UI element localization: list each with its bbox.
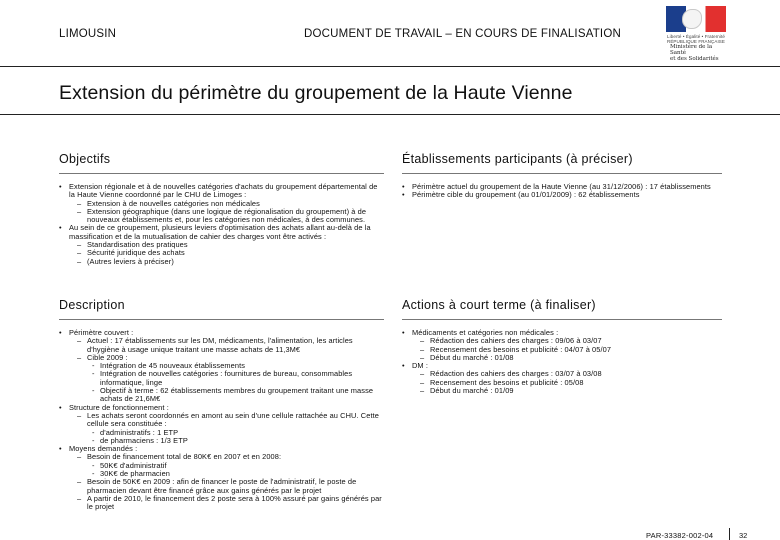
description-list bbox=[59, 320, 384, 512]
list-item: – Standardisation des pratiques bbox=[59, 241, 384, 249]
list-item: - Intégration de 45 nouveaux établissements bbox=[59, 362, 384, 370]
list-item: - 50K€ d'administratif bbox=[59, 462, 384, 470]
ministry-name: Ministère de la Santé et des Solidarités bbox=[670, 44, 719, 62]
list-item: – Extension géographique (dans une logique de régionalisation du groupement) à de nouveaux établissements et, pour les catégories non médicales, à des communes. bbox=[59, 208, 384, 225]
list-item: – Cible 2009 : bbox=[59, 354, 384, 362]
list-item: – Début du marché : 01/08 bbox=[402, 354, 722, 362]
region-label: LIMOUSIN bbox=[59, 28, 117, 40]
list-item: – Rédaction des cahiers des charges : 09/06 à 03/07 bbox=[402, 337, 722, 345]
list-item: - de pharmaciens : 1/3 ETP bbox=[59, 437, 384, 445]
title-divider bbox=[0, 114, 780, 115]
etablissements-list bbox=[402, 174, 722, 200]
list-item: • Moyens demandés : bbox=[59, 445, 384, 453]
page-title: Extension du périmètre du groupement de la Haute Vienne bbox=[59, 82, 573, 104]
document-code: PAR-33382-002-04 bbox=[646, 531, 714, 540]
list-item: – Recensement des besoins et publicité : 04/07 à 05/07 bbox=[402, 346, 722, 354]
etablissements-heading: Établissements participants (à préciser) bbox=[402, 152, 722, 174]
objectifs-list bbox=[59, 174, 384, 266]
list-item: • DM : bbox=[402, 362, 722, 370]
list-item: – A partir de 2010, le financement des 2 poste sera à 100% assuré par gains générés par le projet bbox=[59, 495, 384, 512]
actions-section bbox=[402, 298, 722, 395]
etablissements-section bbox=[402, 152, 722, 200]
list-item: • Périmètre cible du groupement (au 01/01/2009) : 62 établissements bbox=[402, 191, 722, 199]
list-item: - d'administratifs : 1 ETP bbox=[59, 429, 384, 437]
list-item: - Objectif à terme : 62 établissements membres du groupement traitant une masse achats de 21,6M€ bbox=[59, 387, 384, 404]
list-item: – (Autres leviers à préciser) bbox=[59, 258, 384, 266]
list-item: – Les achats seront coordonnés en amont au sein d'une cellule rattachée au CHU. Cette cellule sera constituée : bbox=[59, 412, 384, 429]
list-item: • Structure de fonctionnement : bbox=[59, 404, 384, 412]
list-item: • Au sein de ce groupement, plusieurs leviers d'optimisation des achats allant au-delà de la massification et de la mutualisation de cahier des charges vont être activés : bbox=[59, 224, 384, 241]
list-item: - 30K€ de pharmacien bbox=[59, 470, 384, 478]
list-item: – Sécurité juridique des achats bbox=[59, 249, 384, 257]
page-number: 32 bbox=[739, 531, 748, 540]
list-item: – Besoin de financement total de 80K€ en 2007 et en 2008: bbox=[59, 453, 384, 461]
list-item: • Extension régionale et à de nouvelles catégories d'achats du groupement départemental de la Haute Vienne coordonné par le CHU de Limoges : bbox=[59, 183, 384, 200]
list-item: – Actuel : 17 établissements sur les DM, médicaments, l'alimentation, les articles d'hygiène à usage unique traitant une masse achats de 11,3M€ bbox=[59, 337, 384, 354]
marianne-flag-icon bbox=[666, 6, 726, 32]
republic-motto: Liberté • Égalité • Fraternité RÉPUBLIQUE FRANÇAISE bbox=[666, 34, 725, 44]
actions-list bbox=[402, 320, 722, 395]
list-item: – Extension à de nouvelles catégories non médicales bbox=[59, 200, 384, 208]
list-item: • Périmètre couvert : bbox=[59, 329, 384, 337]
list-item: – Besoin de 50K€ en 2009 : afin de financer le poste de l'administratif, le poste de pharmacien devant être financé grâce aux gains générés par le projet bbox=[59, 478, 384, 495]
description-heading: Description bbox=[59, 298, 384, 320]
objectifs-section bbox=[59, 152, 384, 266]
list-item: – Rédaction des cahiers des charges : 03/07 à 03/08 bbox=[402, 370, 722, 378]
list-item: - Intégration de nouvelles catégories : fournitures de bureau, consommables informatique, linge bbox=[59, 370, 384, 387]
list-item: – Début du marché : 01/09 bbox=[402, 387, 722, 395]
footer-divider bbox=[729, 528, 730, 540]
header-divider bbox=[0, 66, 780, 67]
document-status: DOCUMENT DE TRAVAIL – EN COURS DE FINALISATION bbox=[304, 28, 621, 40]
ministry-logo bbox=[664, 6, 730, 60]
list-item: • Périmètre actuel du groupement de la Haute Vienne (au 31/12/2006) : 17 établissements bbox=[402, 183, 722, 191]
list-item: – Recensement des besoins et publicité : 05/08 bbox=[402, 379, 722, 387]
objectifs-heading: Objectifs bbox=[59, 152, 384, 174]
list-item: • Médicaments et catégories non médicales : bbox=[402, 329, 722, 337]
actions-heading: Actions à court terme (à finaliser) bbox=[402, 298, 722, 320]
description-section bbox=[59, 298, 384, 512]
